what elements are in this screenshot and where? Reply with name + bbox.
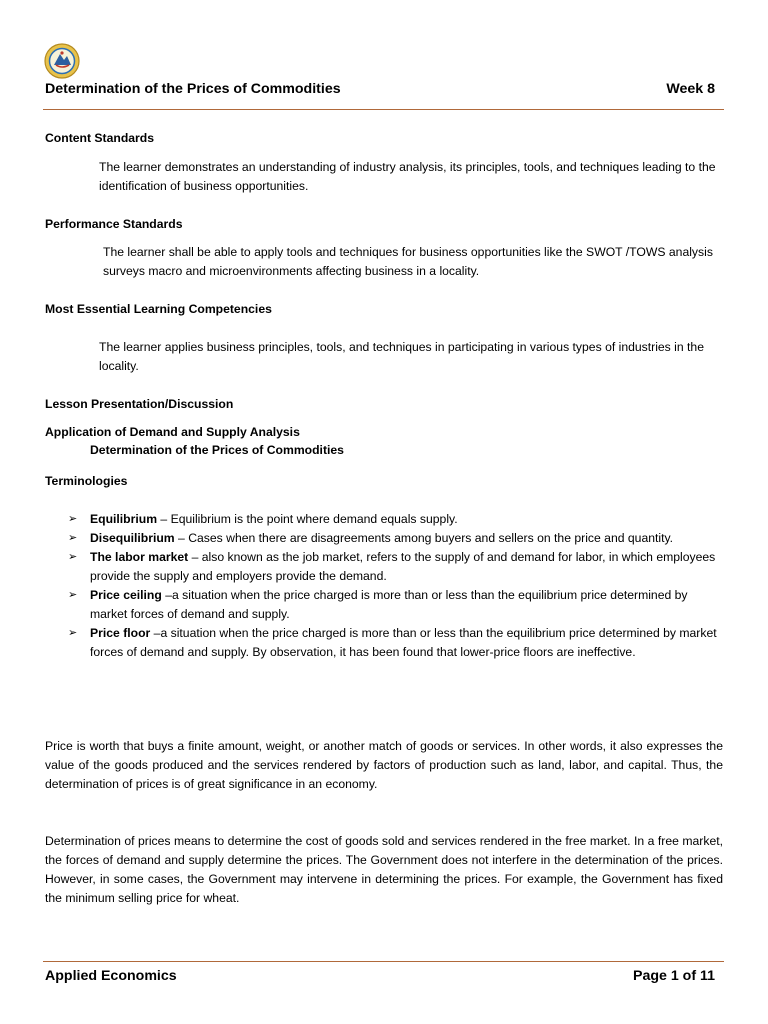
school-seal-logo-icon: [44, 43, 80, 79]
lesson-heading: Lesson Presentation/Discussion: [45, 397, 234, 411]
content-standards-heading: Content Standards: [45, 131, 155, 145]
competencies-heading: Most Essential Learning Competencies: [45, 302, 272, 316]
term-definition: – Equilibrium is the point where demand equals supply.: [157, 512, 458, 526]
term-name: Disequilibrium: [90, 531, 175, 545]
document-header: [45, 80, 715, 100]
header-divider: [43, 109, 724, 110]
term-name: Equilibrium: [90, 512, 158, 526]
arrowhead-bullet-icon: ➢: [68, 532, 78, 544]
list-item: [68, 548, 728, 586]
footer-divider: [43, 961, 724, 962]
term-definition: – also known as the job market, refers to the supply of and demand for labor, in which employees provide the supply and employers provide the demand.: [90, 550, 716, 583]
competencies-text: The learner applies business principles, tools, and techniques in participating in various types of industries in the locality.: [99, 340, 704, 373]
list-item: [68, 586, 728, 624]
list-item: [68, 510, 728, 529]
term-definition: –a situation when the price charged is more than or less than the equilibrium price determined by market forces of demand and supply.: [90, 588, 688, 621]
list-item: [68, 529, 728, 548]
term-name: Price floor: [90, 626, 151, 640]
document-title: Determination of the Prices of Commodities: [45, 81, 341, 97]
terminologies-heading: Terminologies: [45, 474, 128, 488]
lesson-topic: Application of Demand and Supply Analysis: [45, 425, 300, 439]
lesson-subtopic: Determination of the Prices of Commodities: [90, 443, 344, 457]
term-name: Price ceiling: [90, 588, 162, 602]
term-name: The labor market: [90, 550, 189, 564]
performance-standards-heading: Performance Standards: [45, 217, 183, 231]
arrowhead-bullet-icon: ➢: [68, 551, 78, 563]
week-label: Week 8: [666, 81, 715, 97]
paragraph-price-determination: Determination of prices means to determine the cost of goods sold and services rendered in the free market. In a free market, the forces of demand and supply determine the prices. The Government does not interfere in the determination of the prices. However, in some cases, the Government may intervene in determining the prices. For example, the Government has fixed the minimum selling price for wheat.: [45, 834, 723, 905]
arrowhead-bullet-icon: ➢: [68, 627, 78, 639]
content-standards-text: The learner demonstrates an understanding of industry analysis, its principles, tools, and techniques leading to the identification of business opportunities.: [99, 160, 716, 193]
document-footer: [45, 967, 715, 987]
page-number: Page 1 of 11: [632, 968, 715, 984]
terminologies-list: [68, 510, 728, 662]
arrowhead-bullet-icon: ➢: [68, 513, 78, 525]
paragraph-price-definition: Price is worth that buys a finite amount, weight, or another match of goods or services. In other words, it also expresses the value of the goods produced and the services rendered by factors of production such as land, labor, and capital. Thus, the determination of prices is of great significance in an economy.: [45, 739, 723, 791]
arrowhead-bullet-icon: ➢: [68, 589, 78, 601]
list-item: [68, 624, 728, 662]
term-definition: –a situation when the price charged is more than or less than the equilibrium price determined by market forces of demand and supply. By observation, it has been found that lower-price floors are ineffective.: [90, 626, 717, 659]
subject-label: Applied Economics: [45, 968, 177, 984]
term-definition: – Cases when there are disagreements among buyers and sellers on the price and quantity.: [174, 531, 674, 545]
performance-standards-text: The learner shall be able to apply tools and techniques for business opportunities like the SWOT /TOWS analysis surveys macro and microenvironments affecting business in a locality.: [103, 245, 713, 278]
